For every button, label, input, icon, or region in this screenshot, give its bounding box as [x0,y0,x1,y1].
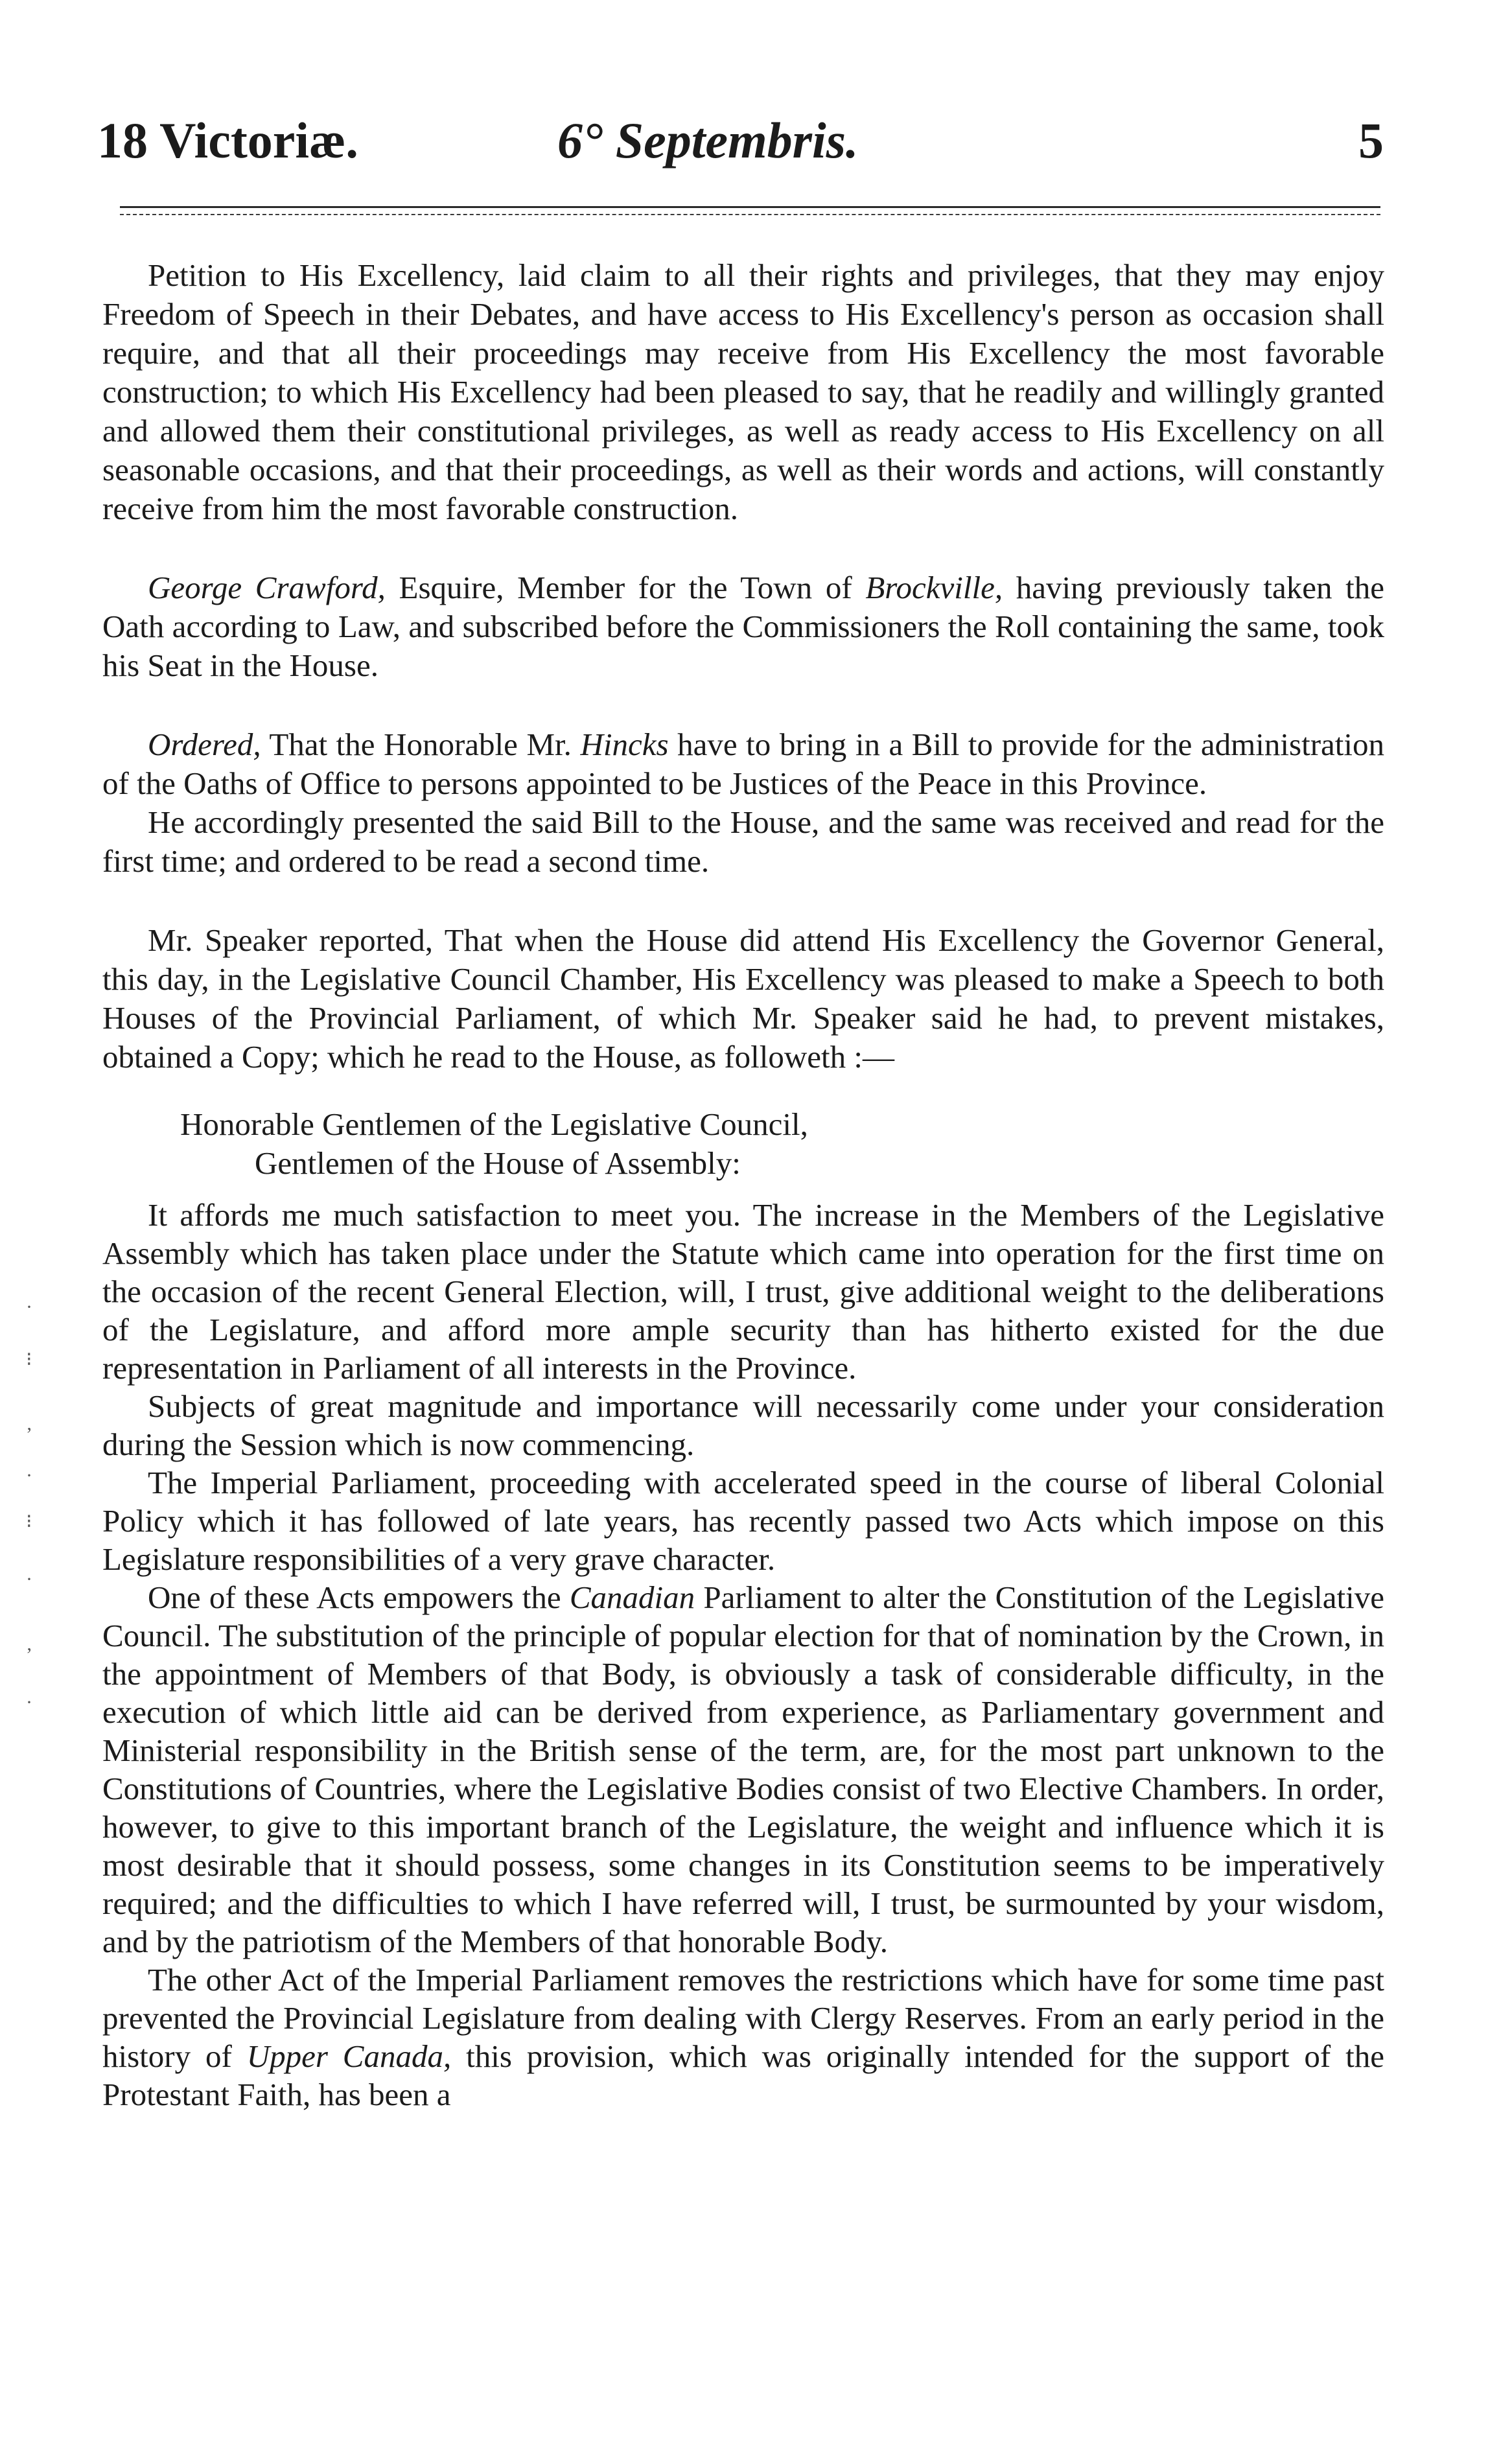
town-name: Brockville, [865,570,1003,605]
speech-paragraph-3: The Imperial Parliament, proceeding with accelerated speed in the course of liberal Colonial Policy which it has followed of late years, has recently passed two Acts which impose on this Legislature responsibilities of a very grave character. [102,1465,1384,1577]
header-rule-dashed [120,214,1380,215]
speech-paragraph-1: It affords me much satisfaction to meet you. The increase in the Members of the Legislative Assembly which has taken place under the Statute which came into operation for the first time on the occasion of the recent General Election, will, I trust, give additional weight to the deliberations of the Legislature, and afford more ample security than has hitherto existed for the due representation in Parliament of all interests in the Province. [102,1197,1384,1386]
page-number: 5 [1358,112,1384,169]
paragraph-bill-presented: He accordingly presented the said Bill to the House, and the same was received and read for the first time; and ordered to be read a second time. [102,804,1384,879]
paragraph-petition: Petition to His Excellency, laid claim to all their rights and privileges, that they may enjoy Freedom of Speech in their Debates, and have access to His Excellency's person as occasion shall require, and that all their proceedings may receive from His Excellency the most favorable construction; to which His Excellency had been pleased to say, that he readily and willingly granted and allowed them their constitutional privileges, as well as ready access to His Excellency on all seasonable occasions, and that their proceedings, as well as their words and actions, will constantly receive from him the most favorable construction. [102,257,1384,526]
speech-paragraph-4: One of these Acts empowers the Canadian Parliament to alter the Constitution of the Legislative Council. The substitution of the principle of popular election for that of nomination by the Crown, in the appointment of Members of that Body, is obviously a task of considerable difficulty, in the execution of which little aid can be derived from experience, as Parliamentary government and Ministerial responsibility in the British sense of the term, are, for the most part unknown to the Constitutions of Countries, where the Legislative Bodies consist of two Elective Chambers. In order, however, to give to this important branch of the Legislature, the weight and influence which it is most desirable that it should possess, some changes in its Constitution seems to be imperatively required; and the difficulties to which I have referred will, I trust, be surmounted by your wisdom, and by the patriotism of the Members of that honorable Body. [102,1579,1384,1959]
page-body [102,256,1384,2114]
address-assembly: Gentlemen of the House of Assembly: [255,1145,741,1181]
paragraph-crawford: George Crawford, Esquire, Member for the Town of Brockville, having previously taken the Oath according to Law, and subscribed before the Commissioners the Roll containing the same, took his Seat in the House. [102,570,1384,683]
header-rule [120,206,1380,208]
running-header [97,111,1384,183]
hincks-name: Hincks [580,727,669,762]
speech-paragraph-2: Subjects of great magnitude and importance will necessarily come under your consideration during the Session which is now commencing. [102,1388,1384,1462]
speech-paragraph-5: The other Act of the Imperial Parliament removes the restrictions which have for some time past prevented the Provincial Legislature from dealing with Clergy Reserves. From an early period in the history of Upper Canada, this provision, which was originally intended for the support of the Protestant Faith, has been a [102,1962,1384,2112]
speech-text [102,1196,1384,2114]
header-date: 6° Septembris. [557,112,859,169]
paragraph-ordered: Ordered, That the Honorable Mr. Hincks have to bring in a Bill to provide for the administration of the Oaths of Office to persons appointed to be Justices of the Peace in this Province. [102,727,1384,801]
address-council: Honorable Gentlemen of the Legislative Council, [180,1106,808,1142]
header-regnal-year: 18 Victoriæ. [97,112,358,169]
margin-marks: · ⁝ ‚ · ⁝ · ‚ · [26,1296,32,1713]
paragraph-speaker-report: Mr. Speaker reported, That when the House did attend His Excellency the Governor General, this day, in the Legislative Council Chamber, His Excellency was pleased to make a Speech to both Houses of the Provincial Parliament, of which Mr. Speaker said he had, to prevent mistakes, obtained a Copy; which he read to the House, as followeth :— [102,922,1384,1075]
member-name: George Crawford, [148,570,386,605]
